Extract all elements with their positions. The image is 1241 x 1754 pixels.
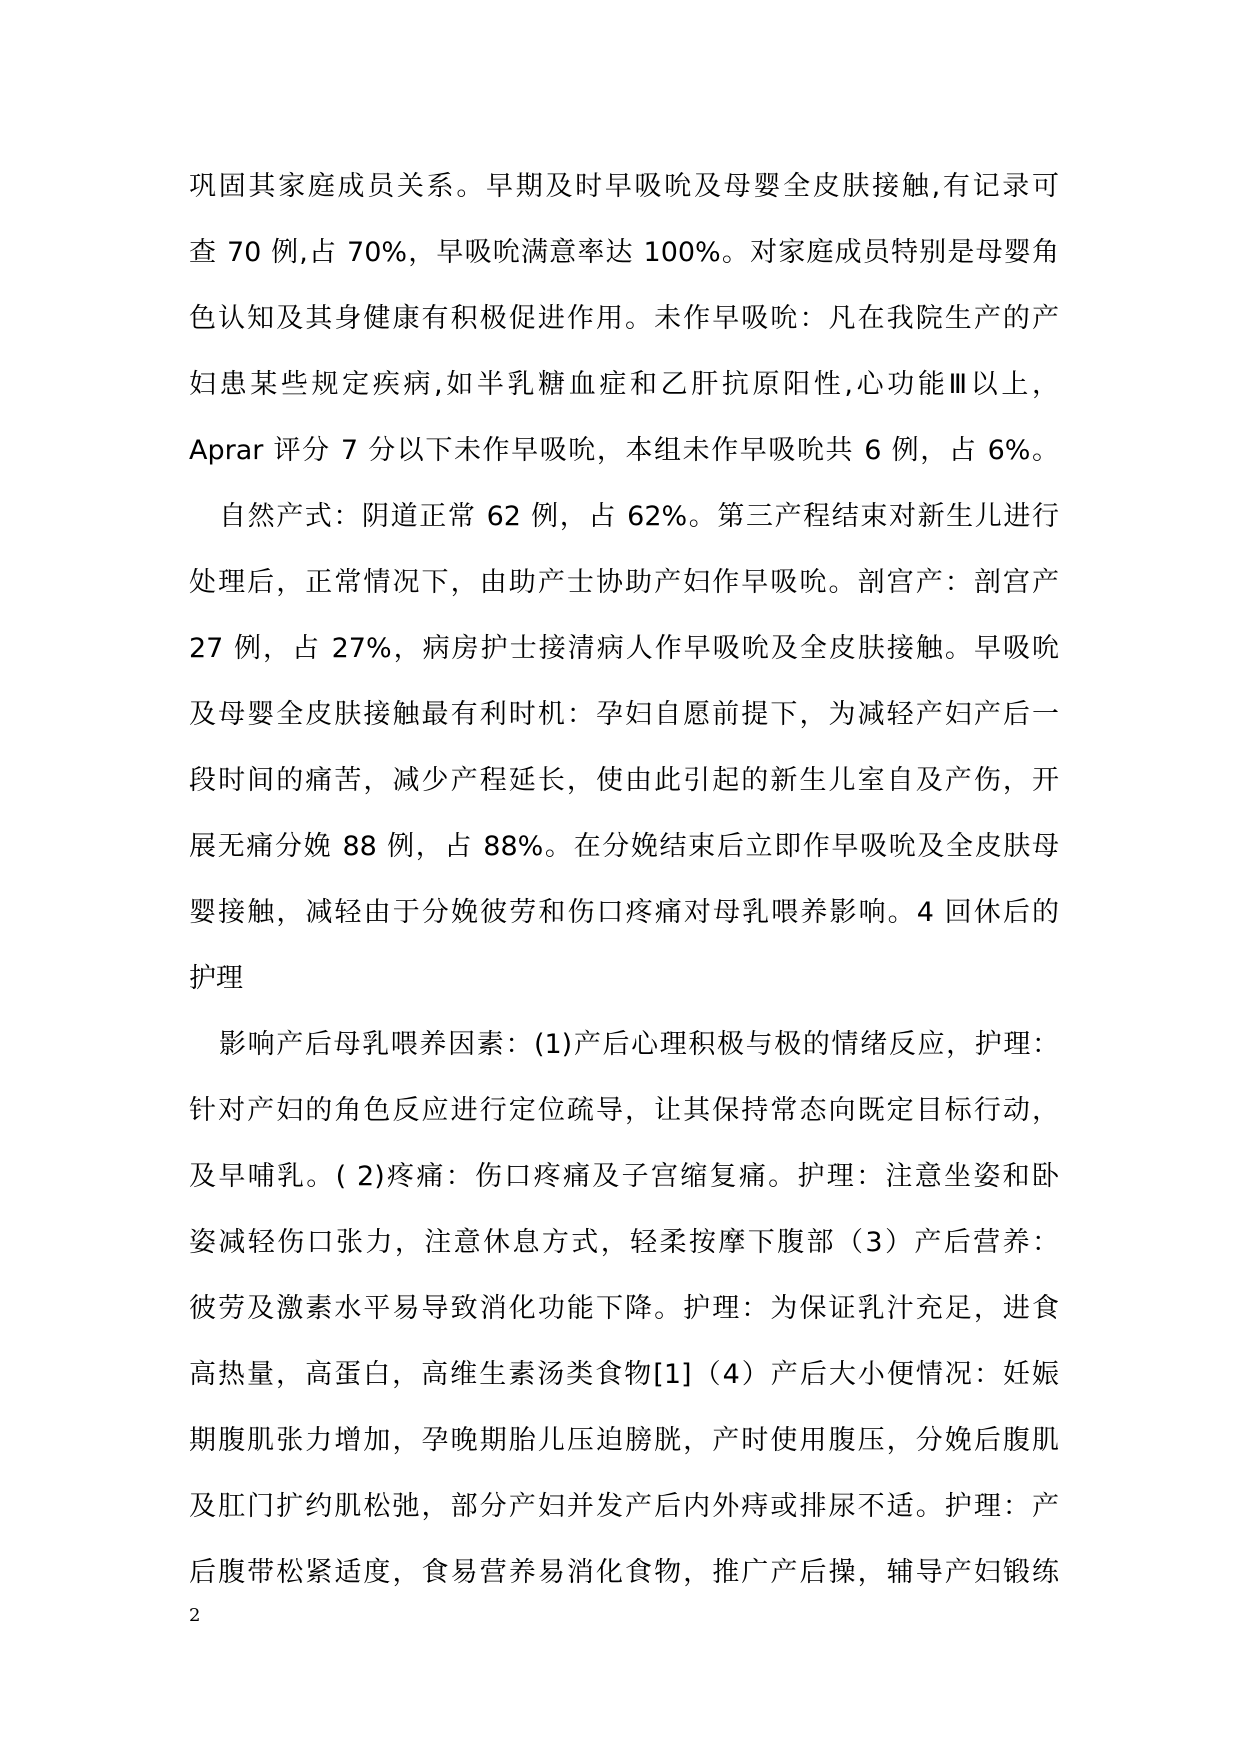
- text-line: Aprar 评分 7 分以下未作早吸吮，本组未作早吸吮共 6 例，占 6%。: [189, 435, 1059, 466]
- text-line: 27 例，占 27%，病房护士接清病人作早吸吮及全皮肤接触。早吸吮: [189, 633, 1059, 664]
- document-body: [189, 154, 1059, 1606]
- text-line: 色认知及其身健康有积极促进作用。未作早吸吮：凡在我院生产的产: [189, 303, 1059, 334]
- text-line: 处理后，正常情况下，由助产士协助产妇作早吸吮。剖宫产：剖宫产: [189, 567, 1059, 598]
- text-line: 妇患某些规定疾病,如半乳糖血症和乙肝抗原阳性,心功能Ⅲ以上，: [189, 369, 1059, 400]
- text-line: 护理: [189, 963, 243, 994]
- paragraph-first-line: 自然产式：阴道正常 62 例，占 62%。第三产程结束对新生儿进行: [219, 501, 1059, 532]
- text-line: 巩固其家庭成员关系。早期及时早吸吮及母婴全皮肤接触,有记录可: [189, 171, 1059, 202]
- paragraph-first-line: 影响产后母乳喂养因素：(1)产后心理积极与极的情绪反应，护理：: [219, 1029, 1059, 1060]
- text-line: 彼劳及激素水平易导致消化功能下降。护理：为保证乳汁充足，进食: [189, 1293, 1059, 1324]
- text-line: 及早哺乳。( 2)疼痛：伤口疼痛及子宫缩复痛。护理：注意坐姿和卧: [189, 1161, 1059, 1192]
- text-line: 婴接触，减轻由于分娩彼劳和伤口疼痛对母乳喂养影响。4 回休后的: [189, 897, 1059, 928]
- text-line: 姿减轻伤口张力，注意休息方式，轻柔按摩下腹部（3）产后营养：: [189, 1227, 1059, 1258]
- page-number: 2: [189, 1605, 201, 1626]
- text-line: 段时间的痛苦，减少产程延长，使由此引起的新生儿室自及产伤，开: [189, 765, 1059, 796]
- text-line: 高热量，高蛋白，高维生素汤类食物[1]（4）产后大小便情况：妊娠: [189, 1359, 1059, 1390]
- text-line: 及母婴全皮肤接触最有利时机：孕妇自愿前提下，为减轻产妇产后一: [189, 699, 1059, 730]
- text-line: 及肛门扩约肌松弛，部分产妇并发产后内外痔或排尿不适。护理：产: [189, 1491, 1059, 1522]
- text-line: 针对产妇的角色反应进行定位疏导，让其保持常态向既定目标行动，: [189, 1095, 1059, 1126]
- text-line: 查 70 例,占 70%，早吸吮满意率达 100%。对家庭成员特别是母婴角: [189, 237, 1059, 268]
- text-line: 期腹肌张力增加，孕晚期胎儿压迫膀胱，产时使用腹压，分娩后腹肌: [189, 1425, 1059, 1456]
- text-line: 展无痛分娩 88 例，占 88%。在分娩结束后立即作早吸吮及全皮肤母: [189, 831, 1059, 862]
- text-line: 后腹带松紧适度，食易营养易消化食物，推广产后操，辅导产妇锻练: [189, 1557, 1059, 1588]
